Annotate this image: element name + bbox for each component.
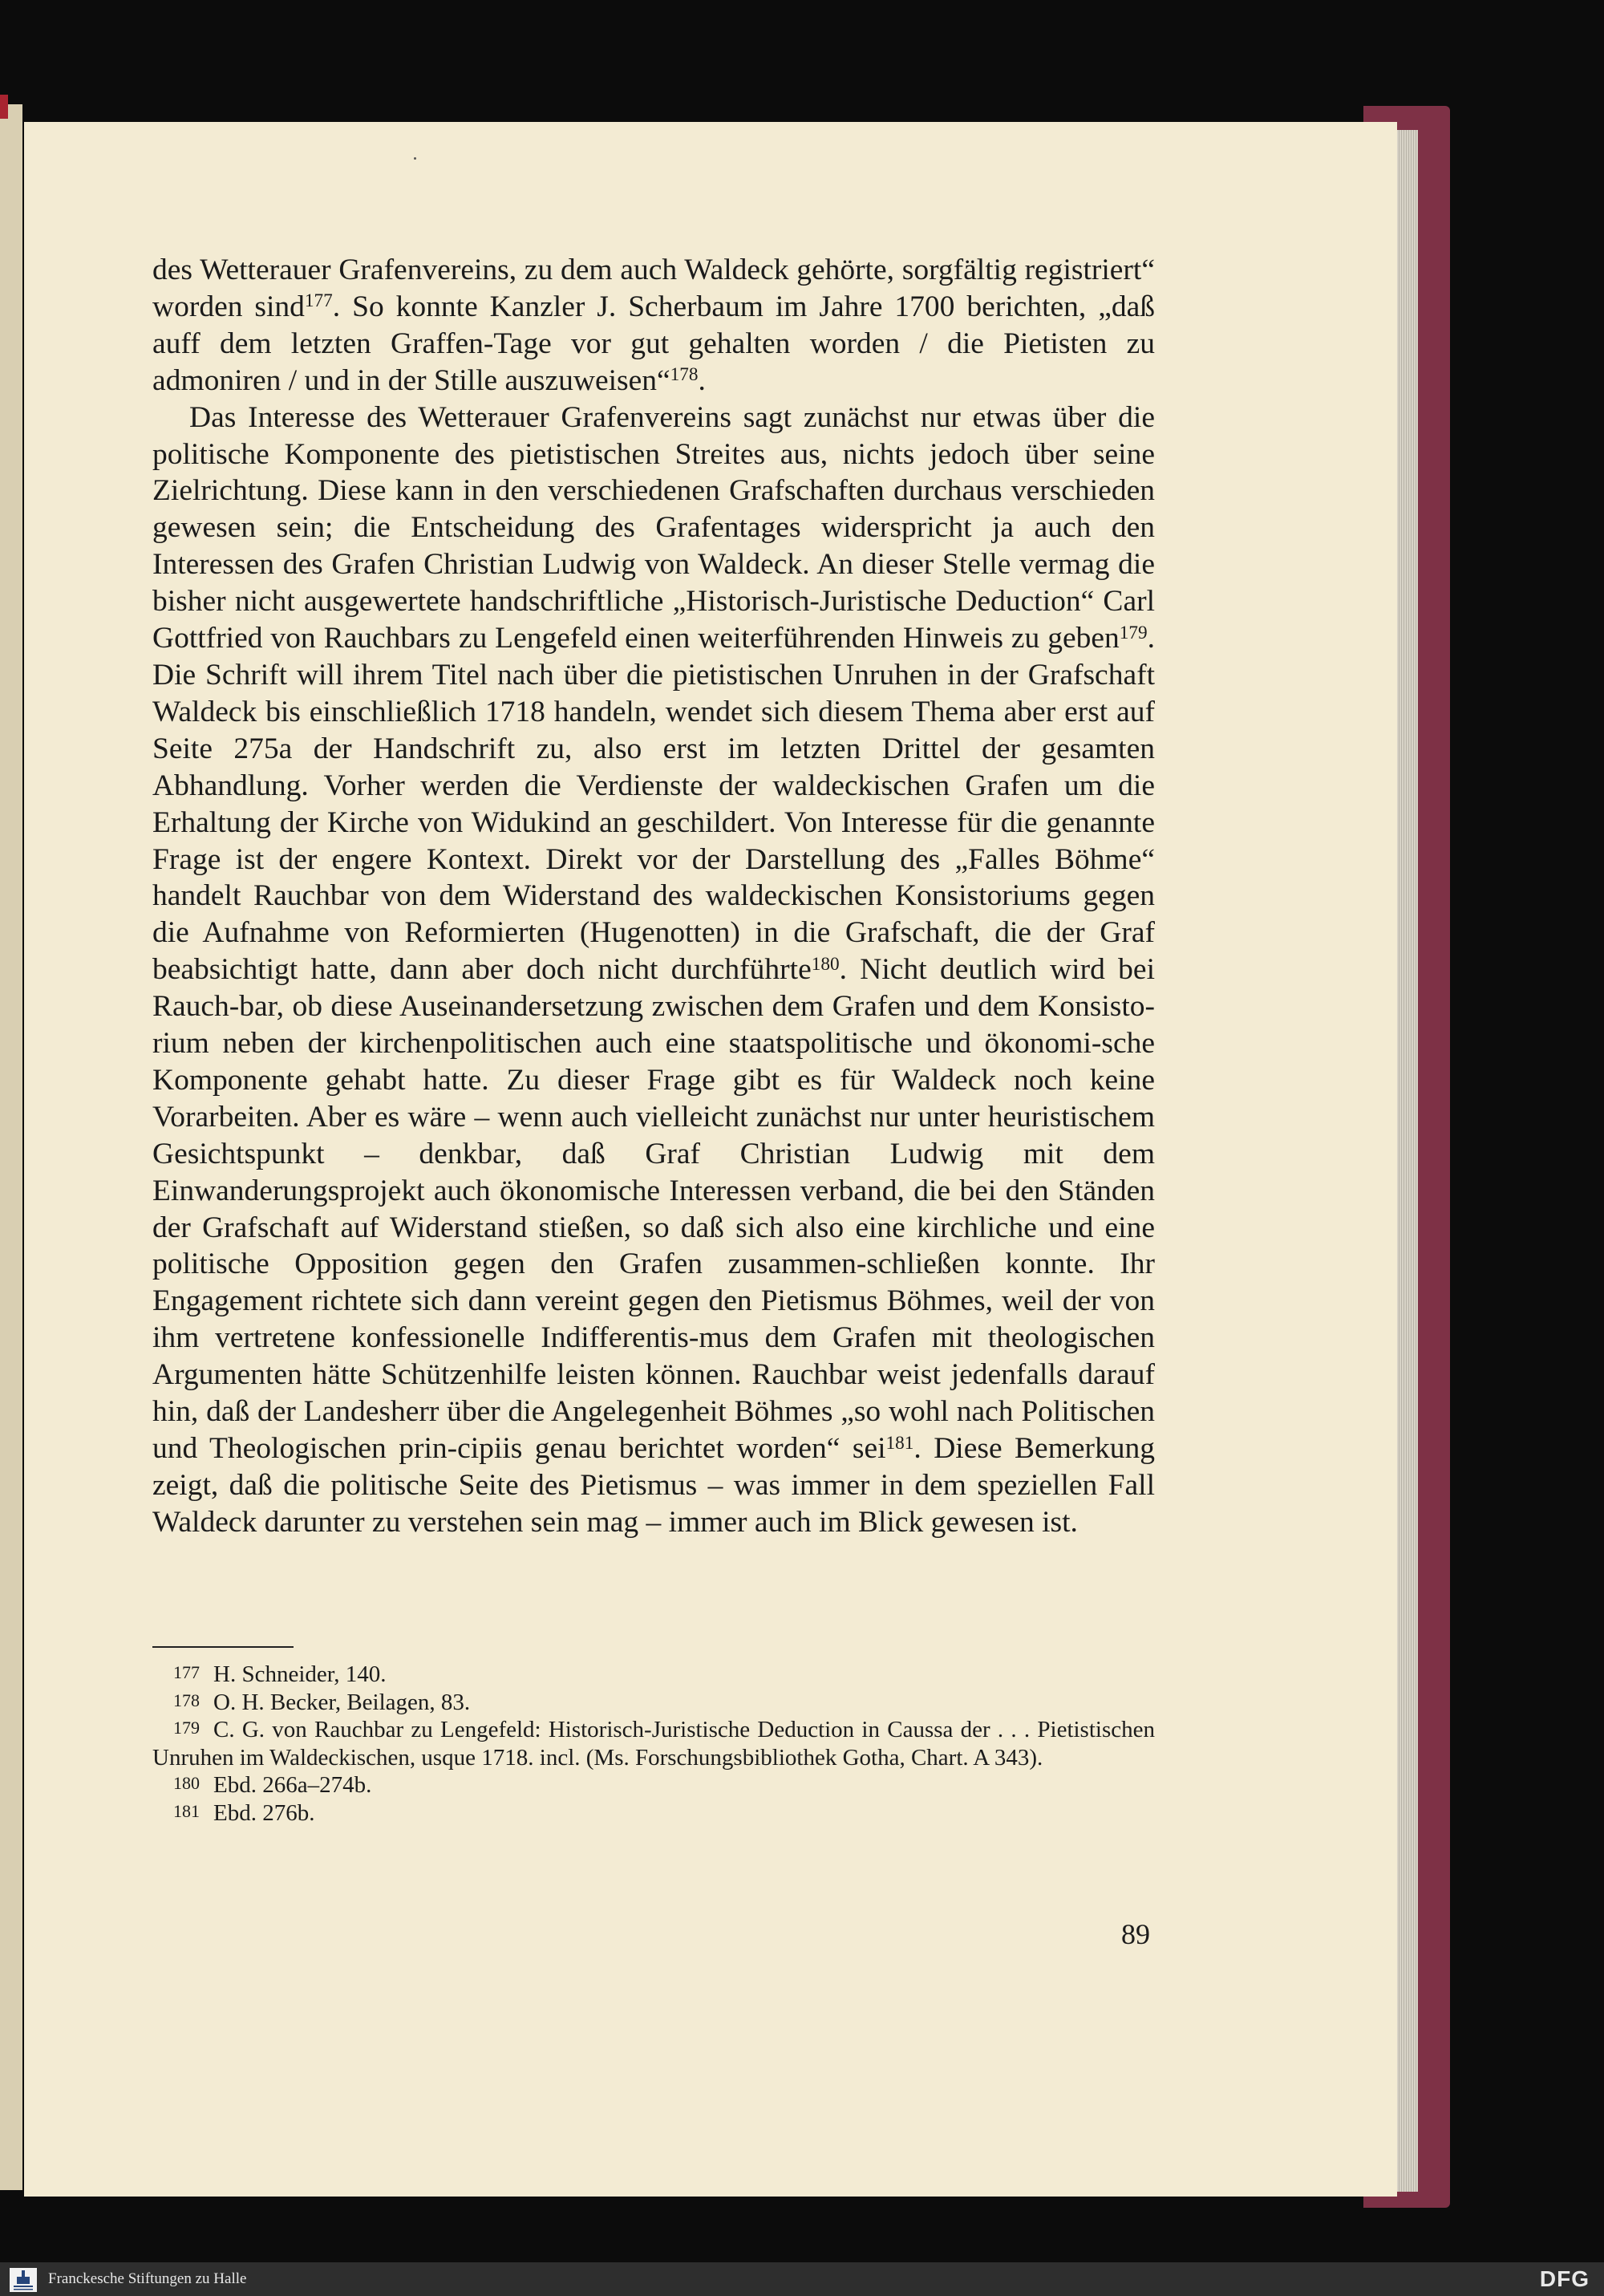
footnote-text: Ebd. 276b.: [213, 1799, 315, 1826]
footnote-number: 177: [173, 1662, 200, 1682]
institution-name[interactable]: Franckesche Stiftungen zu Halle: [48, 2270, 247, 2287]
page-number: 89: [1121, 1918, 1150, 1950]
footnote: [152, 1716, 1155, 1771]
footnote-text: H. Schneider, 140.: [213, 1661, 387, 1687]
viewer-footer-bar: [0, 2262, 1604, 2296]
footnote-number: 179: [173, 1718, 200, 1738]
footnote: [152, 1799, 1155, 1827]
footnote: [152, 1661, 1155, 1689]
main-text: [152, 252, 1155, 1541]
footnote-text: C. G. von Rauchbar zu Lengefeld: Historisch-Juristische Deduction in Caussa der . . . Pietistischen Unruhen im Waldeckischen, usque 1718. incl. (Ms. Forschungsbibliothek Gotha, Chart. A 343).: [152, 1717, 1155, 1771]
footnote: [152, 1689, 1155, 1717]
paragraph-2: Das Interesse des Wetterauer Grafenvereins sagt zunächst nur etwas über die politische Komponente des pietistischen Streites aus, nichts jedoch über seine Zielrichtung. Diese kann in den verschiedenen Grafschaften durchaus verschieden gewesen sein; die Entscheidung des Grafentages widerspricht ja auch den Interessen des Grafen Christian Ludwig von Waldeck. An dieser Stelle vermag die bisher nicht ausgewertete handschriftliche „Historisch-Juristische Deduction“ Carl Gottfried von Rauchbars zu Lengefeld einen weiterführenden Hinweis zu geben$^{179}$. Die Schrift will ihrem Titel nach über die pietistischen Unruhen in der Grafschaft Waldeck bis einschließlich 1718 handeln, wendet sich diesem Thema aber erst auf Seite 275a der Handschrift zu, also erst im letzten Drittel der gesamten Abhandlung. Vorher werden die Verdienste der waldeckischen Grafen um die Erhaltung der Kirche von Widukind an geschildert. Von Interesse für die genannte Frage ist der engere Kontext. Direkt vor der Darstellung des „Falles Böhme“ handelt Rauchbar von dem Widerstand des waldeckischen Konsistoriums gegen die Aufnahme von Reformierten (Hugenotten) in die Grafschaft, die der Graf beabsichtigt hatte, dann aber doch nicht durchführte$^{180}$. Nicht deutlich wird bei Rauch-bar, ob diese Auseinandersetzung zwischen dem Grafen und dem Konsisto-rium neben der kirchenpolitischen auch eine staatspolitische und ökonomi-sche Komponente gehabt hatte. Zu dieser Frage gibt es für Waldeck noch keine Vorarbeiten. Aber es wäre – wenn auch vielleicht zunächst nur unter heuristischem Gesichtspunkt – denkbar, daß Graf Christian Ludwig mit dem Einwanderungsprojekt auch ökonomische Interessen verband, die bei den Ständen der Grafschaft auf Widerstand stießen, so daß sich also eine kirchliche und eine politische Opposition gegen den Grafen zusammen-schließen konnte. Ihr Engagement richtete sich dann vereint gegen den Pietismus Böhmes, weil der von ihm vertretene konfessionelle Indifferentis-mus dem Grafen mit theologischen Argumenten hätte Schützenhilfe leisten können. Rauchbar weist jedenfalls darauf hin, daß der Landesherr über die Angelegenheit Böhmes „so wohl nach Politischen und Theologischen prin-cipiis genau berichtet worden“ sei$^{181}$. Diese Bemerkung zeigt, daß die politische Seite des Pietismus – was immer in dem speziellen Fall Waldeck darunter zu verstehen sein mag – immer auch im Blick gewesen ist.: [152, 400, 1155, 1539]
institution-logo-icon[interactable]: [10, 2268, 37, 2292]
footnote-ref-178: 178: [670, 364, 699, 386]
footnote-text: Ebd. 266a–274b.: [213, 1772, 372, 1798]
facing-page-edge: [0, 104, 22, 2190]
footnote-ref-179: 179: [1119, 622, 1148, 643]
footnote-number: 181: [173, 1800, 200, 1821]
footnotes: [152, 1661, 1155, 1827]
footnote-ref-180: 180: [811, 953, 840, 975]
footnote: [152, 1771, 1155, 1799]
paragraph-1: des Wetterauer Grafenvereins, zu dem auch Waldeck gehörte, sorgfältig registriert“ worden sind$^{177}$. So konnte Kanzler J. Scherbaum im Jahre 1700 berichten, „daß auff dem letzten Graffen-Tage vor gut gehalten worden / die Pietisten zu admoniren / und in der Stille auszuweisen“$^{178}$.: [152, 254, 1155, 397]
footnote-separator: [152, 1646, 294, 1648]
footnote-ref-177: 177: [304, 290, 333, 312]
footnote-ref-181: 181: [885, 1432, 914, 1454]
footnote-number: 180: [173, 1773, 200, 1793]
paper-speck: [414, 157, 416, 160]
footnote-number: 178: [173, 1690, 200, 1710]
facing-cover-edge: [0, 95, 8, 119]
dfg-logo[interactable]: DFG: [1539, 2266, 1590, 2291]
footnote-text: O. H. Becker, Beilagen, 83.: [213, 1689, 471, 1715]
